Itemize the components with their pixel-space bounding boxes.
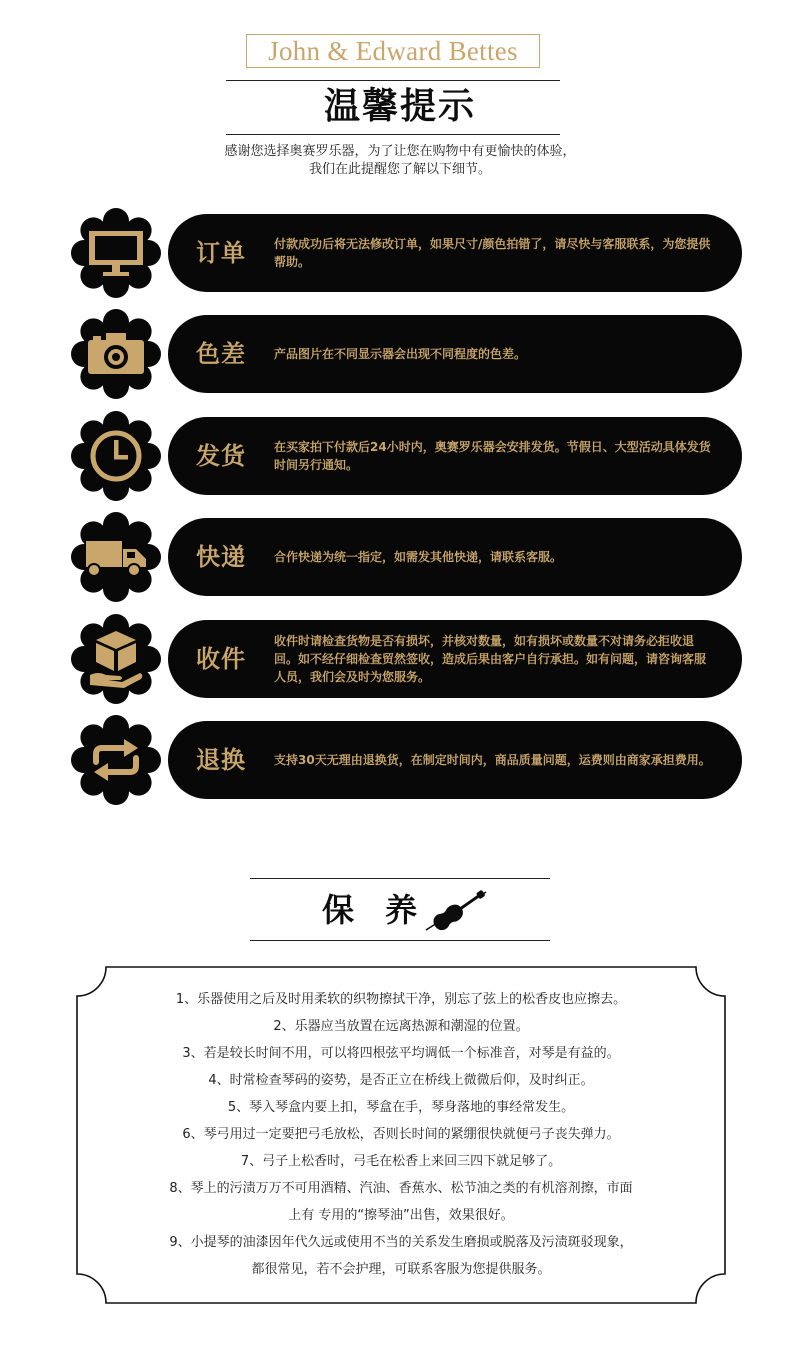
tip-pill: [168, 417, 742, 495]
tip-label: 订单: [196, 239, 246, 267]
tip-shipping: [0, 407, 800, 507]
tip-receiving: [0, 610, 800, 710]
intro-text: [150, 143, 650, 179]
care-item: 2、乐器应当放置在远离热源和潮湿的位置。: [273, 1019, 529, 1034]
tip-label: 发货: [196, 442, 246, 470]
tip-pill: [168, 620, 742, 698]
care-item: 3、若是较长时间不用，可以将四根弦平均调低一个标准音，对琴是有益的。: [182, 1046, 620, 1061]
tip-badge: [70, 714, 162, 806]
care-item: 6、琴弓用过一定要把弓毛放松，否则长时间的紧绷很快就便弓子丧失弹力。: [182, 1127, 620, 1142]
care-item: 都很常见，若不会护理，可联系客服为您提供服务。: [251, 1262, 551, 1277]
care-item: 1、乐器使用之后及时用柔软的织物擦拭干净，别忘了弦上的松香皮也应擦去。: [175, 992, 627, 1007]
tip-description: 产品图片在不同显示器会出现不同程度的色差。: [274, 347, 527, 361]
header-divider-bottom: [226, 134, 560, 135]
care-divider-bottom: [250, 940, 550, 941]
tip-color-difference: [0, 305, 800, 405]
header-divider-top: [226, 80, 560, 81]
care-item: 7、弓子上松香时，弓毛在松香上来回三四下就足够了。: [240, 1154, 562, 1169]
care-item: 上有 专用的“擦琴油”出售，效果很好。: [288, 1208, 514, 1223]
tip-badge: [70, 410, 162, 502]
clock-icon: [86, 426, 146, 486]
tip-description: 合作快递为统一指定，如需发其他快递，请联系客服。: [274, 550, 563, 564]
tip-pill: [168, 721, 742, 799]
tip-badge: [70, 613, 162, 705]
tip-pill: [168, 518, 742, 596]
tip-description: 收件时请检查货物是否有损坏，并核对数量，如有损坏或数量不对请务必拒收退回。如不经仔细检查贸然签收，造成后果由客户自行承担。如有问题，请咨询客服人员，我们会及时为您服务。: [274, 634, 707, 684]
care-item: 8、琴上的污渍万万不可用酒精、汽油、香蕉水、松节油之类的有机溶剂擦，市面: [169, 1181, 633, 1196]
care-instructions-box: [76, 966, 726, 1304]
brand-logo: John & Edward Bettes: [246, 34, 540, 68]
tip-courier: [0, 508, 800, 608]
tip-order: [0, 204, 800, 304]
care-item: 4、时常检查琴码的姿势，是否正立在桥线上微微后仰，及时纠正。: [208, 1073, 594, 1088]
intro-line-1: 感谢您选择奥赛罗乐器，为了让您在购物中有更愉快的体验，: [224, 144, 576, 159]
tip-return-exchange: [0, 711, 800, 811]
violin-icon: [418, 886, 494, 936]
care-title: 保 养: [322, 891, 428, 929]
tip-pill: [168, 315, 742, 393]
care-item: 9、小提琴的油漆因年代久远或使用不当的关系发生磨损或脱落及污渍斑驳现象，: [169, 1235, 633, 1250]
monitor-icon: [86, 223, 146, 283]
truck-icon: [86, 527, 146, 587]
tip-description: 付款成功后将无法修改订单，如果尺寸/颜色拍错了，请尽快与客服联系，为您提供帮助。: [274, 237, 711, 269]
tip-label: 收件: [196, 645, 246, 673]
tip-label: 色差: [196, 340, 246, 368]
care-divider-top: [250, 878, 550, 879]
exchange-arrows-icon: [86, 730, 146, 790]
tip-badge: [70, 511, 162, 603]
camera-icon: [86, 324, 146, 384]
tip-label: 退换: [196, 746, 246, 774]
tip-description: 支持30天无理由退换货，在制定时间内，商品质量问题，运费则由商家承担费用。: [274, 753, 711, 767]
care-list: [106, 986, 696, 1283]
tip-badge: [70, 207, 162, 299]
tip-badge: [70, 308, 162, 400]
tip-pill: [168, 214, 742, 292]
tip-description: 在买家拍下付款后24小时内，奥赛罗乐器会安排发货。节假日、大型活动具体发货时间另行通知。: [274, 440, 711, 472]
care-heading: [250, 886, 550, 936]
page-title: 温馨提示: [323, 86, 476, 127]
care-item: 5、琴入琴盒内要上扣，琴盒在手，琴身落地的事经常发生。: [227, 1100, 575, 1115]
intro-line-2: 我们在此提醒您了解以下细节。: [308, 162, 491, 177]
package-hand-icon: [86, 629, 146, 689]
tip-label: 快递: [196, 543, 246, 571]
